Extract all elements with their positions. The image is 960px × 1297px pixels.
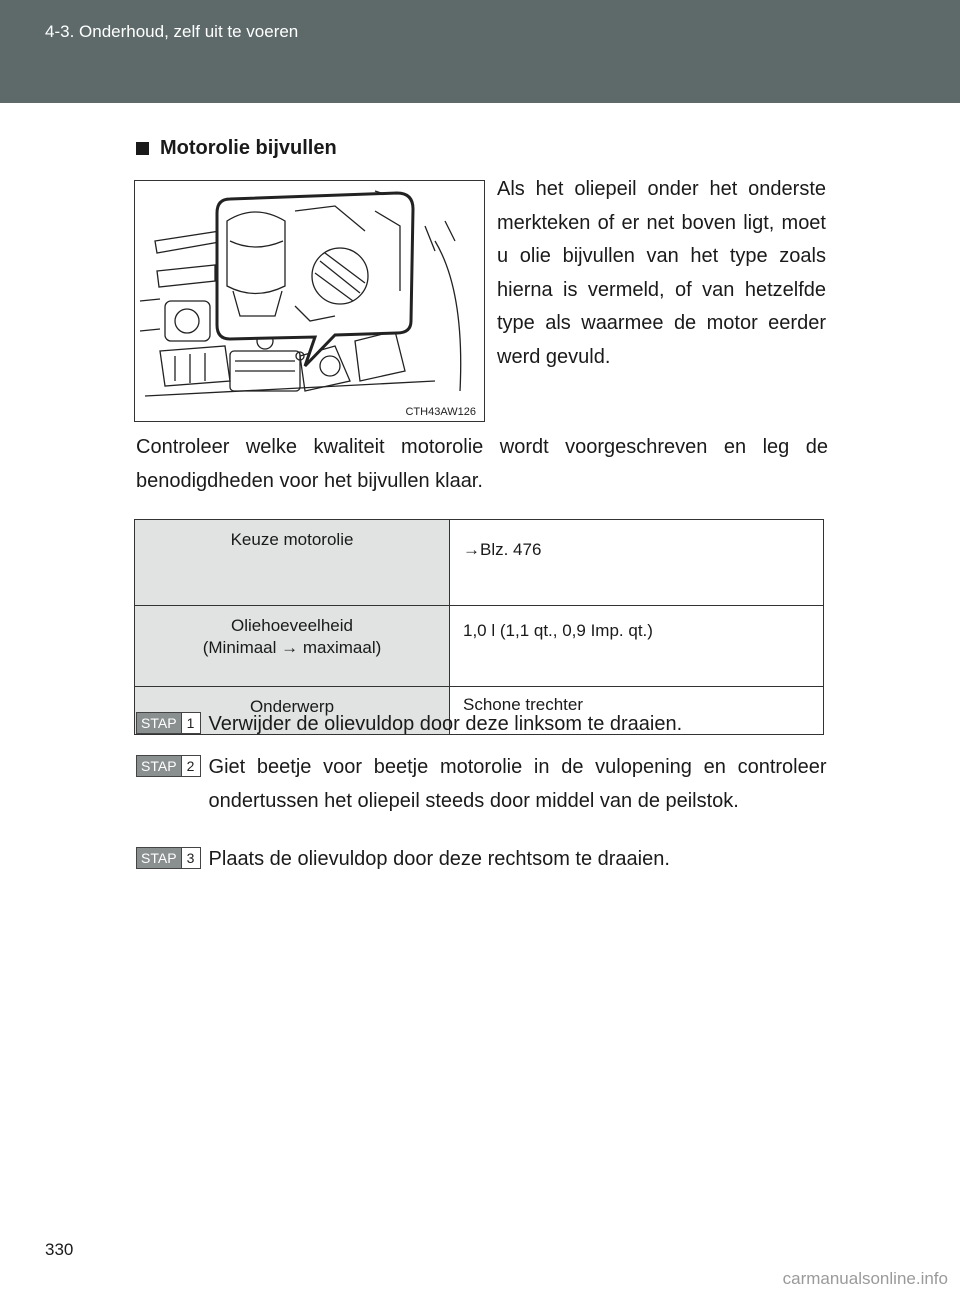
step-text: Giet beetje voor beetje motorolie in de vulopening en controleer ondertussen het oliepeil steeds door middel van de peilstok.: [208, 756, 827, 812]
step-text: Plaats de olievuldop door deze rechtsom te draaien.: [208, 848, 670, 870]
table-label-cell: [135, 520, 450, 606]
table-value-cell: →Blz. 476: [450, 520, 824, 606]
step-2: [136, 751, 827, 818]
table-value-cell: 1,0 l (1,1 qt., 0,9 Imp. qt.): [450, 606, 824, 687]
table-row: [135, 520, 824, 606]
row-label: Oliehoeveelheid: [231, 616, 353, 635]
step-badge-label: STAP: [137, 713, 181, 733]
engine-drawing-icon: [135, 181, 484, 421]
section-heading: [136, 137, 337, 160]
row-label: Onderwerp: [249, 697, 335, 716]
step-number: 1: [181, 713, 200, 733]
watermark: carmanualsonline.info: [782, 1269, 948, 1288]
page-header: [0, 0, 960, 103]
step-badge: [136, 755, 201, 777]
row-sublabel: (Minimaal → maximaal): [202, 638, 382, 657]
oil-spec-table: [134, 519, 824, 735]
step-badge: [136, 712, 201, 734]
intro-paragraph: Als het oliepeil onder het onderste merkteken of er net boven ligt, moet u olie bijvullen van het type zoals hierna is vermeld, of van hetzelfde type als waarmee de motor eerder werd gevuld.: [497, 178, 826, 368]
step-1: [136, 708, 827, 742]
engine-illustration: [134, 180, 485, 422]
step-text: Verwijder de olievuldop door deze linksom te draaien.: [208, 713, 683, 735]
page-number: 330: [45, 1240, 74, 1259]
figure-code: CTH43AW126: [405, 406, 476, 418]
section-heading-text: Motorolie bijvullen: [160, 137, 337, 159]
step-badge-label: STAP: [137, 848, 181, 868]
square-bullet-icon: [136, 142, 149, 155]
table-label-cell: [135, 606, 450, 687]
step-number: 3: [181, 848, 200, 868]
main-paragraph: Controleer welke kwaliteit motorolie wordt voorgeschreven en leg de benodigdheden voor het bijvullen klaar.: [136, 436, 828, 492]
section-breadcrumb: 4-3. Onderhoud, zelf uit te voeren: [45, 22, 299, 41]
step-badge: [136, 847, 201, 869]
step-badge-label: STAP: [137, 756, 181, 776]
table-value-cell: Schone trechter: [450, 687, 824, 735]
step-number: 2: [181, 756, 200, 776]
step-3: [136, 843, 827, 877]
table-row: [135, 606, 824, 687]
row-label: Keuze motorolie: [230, 530, 354, 549]
